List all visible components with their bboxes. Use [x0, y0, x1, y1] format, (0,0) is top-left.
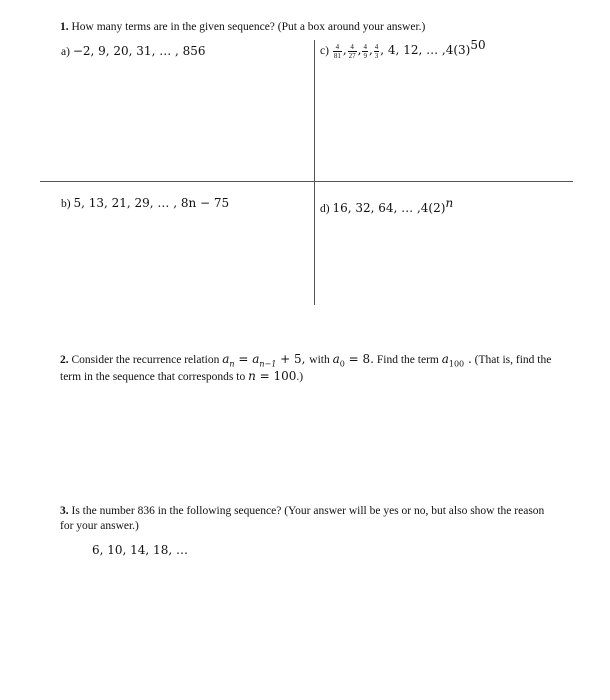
q1d-label: d)	[320, 202, 330, 215]
q1-horizontal-divider	[40, 181, 573, 182]
q3-line2	[60, 520, 139, 532]
q1d-exp: n	[445, 196, 454, 210]
q1b	[61, 196, 229, 210]
q2-text-b: with	[309, 354, 330, 366]
q2-text-c: Find the term	[376, 354, 439, 366]
q1c: c) $\frac{4}{81}$ , $\frac{4}{27}$ , $\frac{4}{9}$ , $\frac{4}{3}$ , 4, 12, … $,4(3)^{50}$	[320, 38, 486, 60]
q3-line1	[60, 505, 544, 517]
q1b-sequence: 5, 13, 21, 29, … , 8n − 75	[73, 196, 230, 210]
q2-text-a: Consider the recurrence relation	[71, 354, 220, 366]
q2-text-d: (That is, find the	[474, 354, 552, 366]
q1d	[320, 196, 453, 215]
q1c-exp: 50	[470, 38, 486, 52]
q1b-label: b)	[61, 198, 71, 210]
q2-number: 2.	[60, 354, 69, 366]
q1-vertical-divider	[314, 40, 315, 305]
q2-line1	[60, 352, 551, 368]
q1a	[61, 44, 206, 58]
q2-n-value: n = 100	[248, 369, 297, 383]
q1-number: 1.	[60, 21, 69, 33]
q1d-sequence: 16, 32, 64, … ,4(2)	[332, 200, 446, 215]
q1-prompt	[60, 21, 425, 33]
q3-number: 3.	[60, 505, 69, 517]
q1c-frac-1: $\frac{4}{81}$	[333, 42, 341, 60]
q1c-rest: , 4, 12, … ,4(3)	[380, 42, 471, 57]
q1a-label: a)	[61, 46, 70, 58]
q2-target: $a_{100}$ .	[441, 352, 472, 369]
q1c-frac-2: $\frac{4}{27}$	[348, 42, 356, 60]
q3-sequence: 6, 10, 14, 18, …	[92, 543, 188, 557]
q2-recurrence: $a_n = a_{n-1} + 5$,	[222, 352, 310, 369]
q3-text: Is the number 836 in the following sequence? (Your answer will be yes or no, but also show the reason	[71, 505, 545, 517]
q1c-frac-4: $\frac{4}{3}$	[374, 42, 379, 60]
q2-line2	[60, 369, 303, 383]
q3-text-2: for your answer.)	[60, 520, 139, 532]
q1c-label: c)	[320, 44, 329, 57]
q1c-frac-3: $\frac{4}{9}$	[363, 42, 367, 60]
q2-text-e: term in the sequence that corresponds to	[60, 371, 246, 383]
q2-text-f: .)	[296, 371, 304, 383]
q1-text: How many terms are in the given sequence? (Put a box around your answer.)	[71, 21, 426, 33]
q2-initial: $a_0 = 8$.	[332, 352, 374, 369]
q1a-sequence: −2, 9, 20, 31, … , 856	[72, 44, 206, 58]
